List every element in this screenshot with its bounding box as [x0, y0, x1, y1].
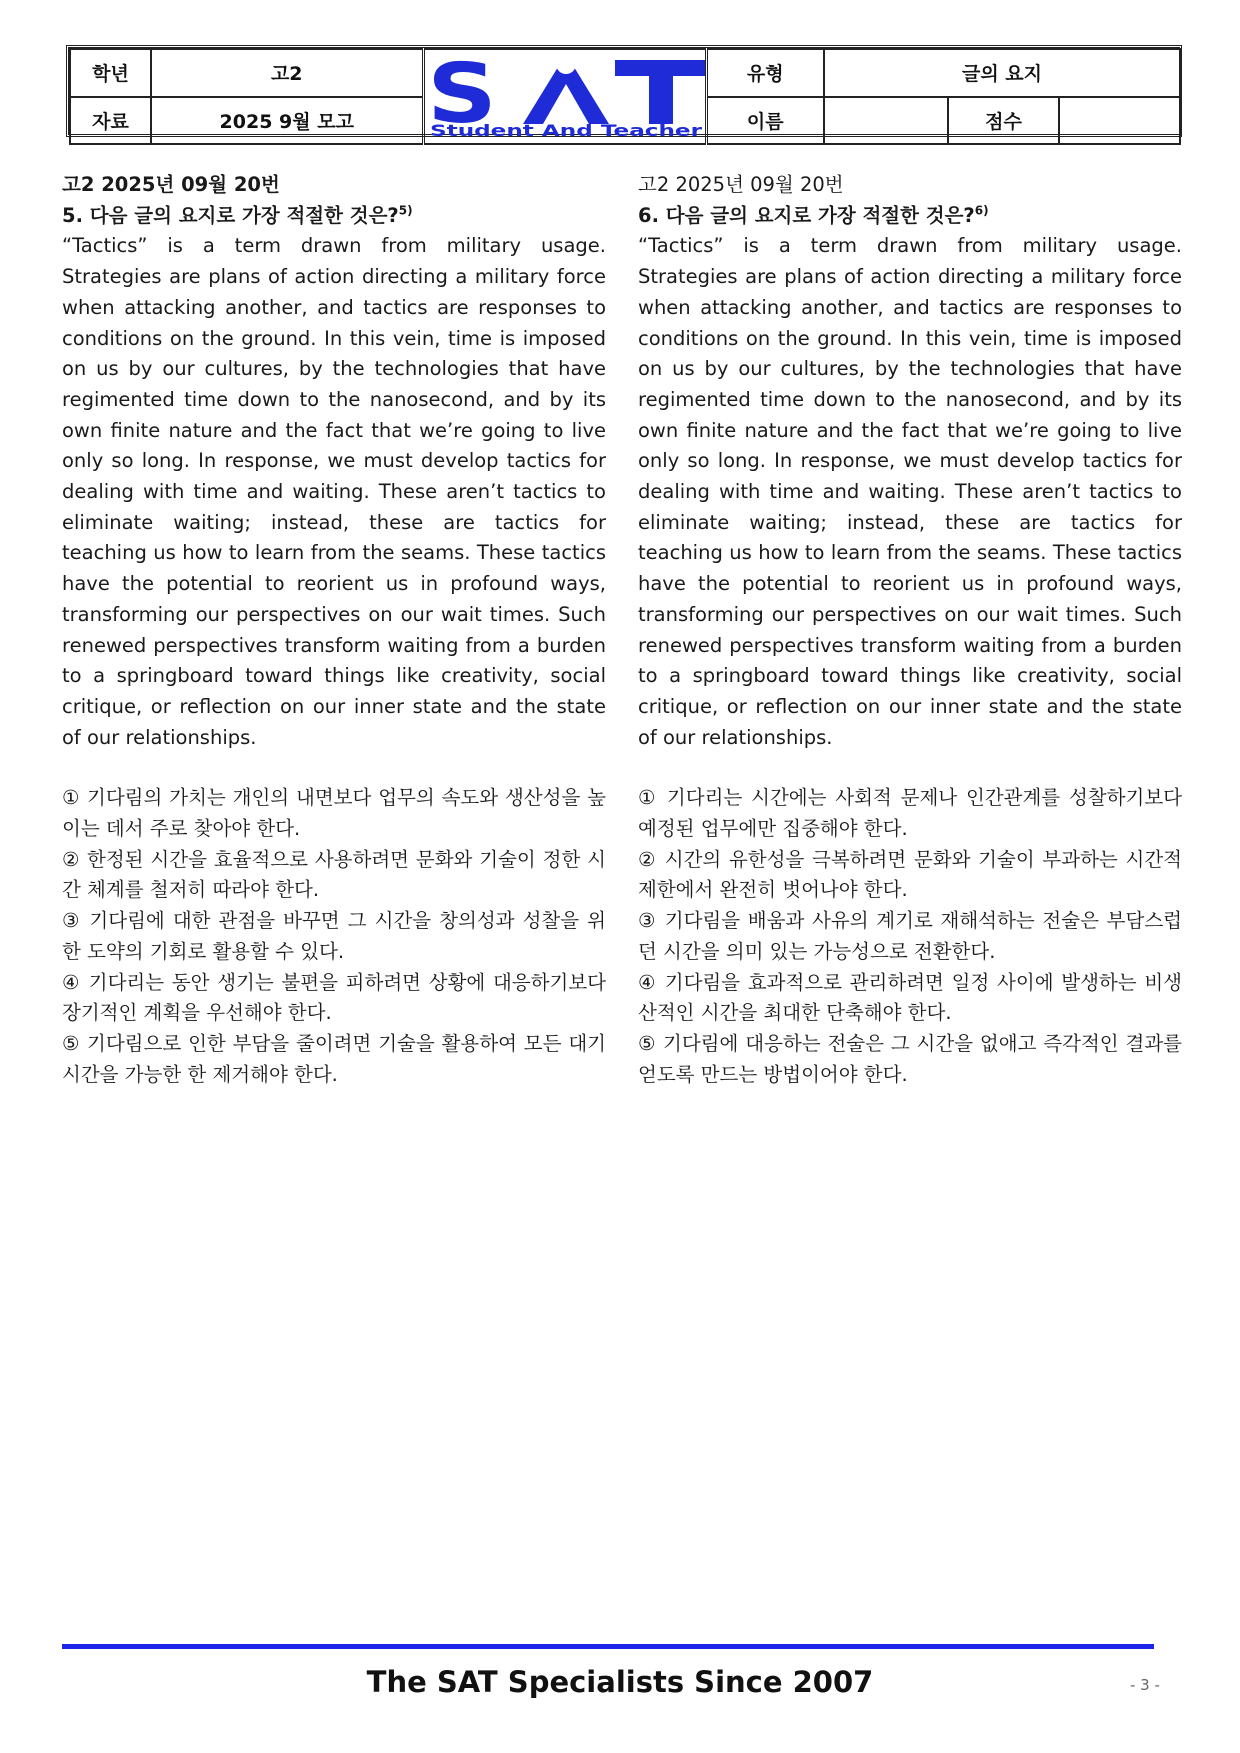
question-5 — [62, 170, 606, 1090]
question-source: 고2 2025년 09월 20번 — [62, 173, 280, 196]
name-field[interactable] — [824, 97, 948, 145]
passage: “Tactics” is a term drawn from military usage. Strategies are plans of action directing a military force when attacking another, and tactics are responses to conditions on the ground. In this vein, time is imposed on us by our cultures, by the technologies that have regimented time down to the nanosecond, and by its own finite nature and the fact that we’re going to live only so long. In response, we must develop tactics for dealing with time and waiting. These aren’t tactics to eliminate waiting; instead, these are tactics for teaching us how to learn from the seams. These tactics have the potential to reorient us in profound ways, transforming our perspectives on our wait times. Such renewed perspectives transform waiting from a burden to a springboard toward things like creativity, social critique, or reflection on our inner state and the state of our relationships. — [62, 234, 606, 749]
choice-4[interactable]: ④ 기다리는 동안 생기는 불편을 피하려면 상황에 대응하기보다 장기적인 계획을 우선해야 한다. — [62, 970, 606, 1025]
logo-subtitle: Student And Teacher — [429, 121, 702, 138]
choice-2[interactable]: ② 한정된 시간을 효율적으로 사용하려면 문화와 기술이 정한 시간 체계를 철저히 따라야 한다. — [62, 847, 606, 902]
footer-rule — [62, 1644, 1154, 1649]
name-label: 이름 — [706, 97, 824, 145]
choice-5[interactable]: ⑤ 기다림에 대응하는 전술은 그 시간을 없애고 즉각적인 결과를 얻도록 만드는 방법이어야 한다. — [638, 1031, 1182, 1086]
logo-dot — [556, 54, 576, 74]
question-source: 고2 2025년 09월 20번 — [638, 173, 844, 196]
footnote-mark: 6) — [974, 203, 989, 218]
sat-logo — [423, 49, 706, 144]
passage: “Tactics” is a term drawn from military usage. Strategies are plans of action directing a military force when attacking another, and tactics are responses to conditions on the ground. In this vein, time is imposed on us by our cultures, by the technologies that have regimented time down to the nanosecond, and by its own finite nature and the fact that we’re going to live only so long. In response, we must develop tactics for dealing with time and waiting. These aren’t tactics to eliminate waiting; instead, these are tactics for teaching us how to learn from the seams. These tactics have the potential to reorient us in profound ways, transforming our perspectives on our wait times. Such renewed perspectives transform waiting from a burden to a springboard toward things like creativity, social critique, or reflection on our inner state and the state of our relationships. — [638, 234, 1182, 749]
page-number: - 3 - — [1130, 1676, 1160, 1694]
score-field[interactable] — [1059, 97, 1180, 145]
question-title-text: 5. 다음 글의 요지로 가장 적절한 것은? — [62, 203, 399, 227]
choice-3[interactable]: ③ 기다림에 대한 관점을 바꾸면 그 시간을 창의성과 성찰을 위한 도약의 기회로 활용할 수 있다. — [62, 909, 606, 963]
choice-4[interactable]: ④ 기다림을 효과적으로 관리하려면 일정 사이에 발생하는 비생산적인 시간을 최대한 단축해야 한다. — [638, 970, 1182, 1025]
choice-5[interactable]: ⑤ 기다림으로 인한 부담을 줄이려면 기술을 활용하여 모든 대기 시간을 가능한 한 제거해야 한다. — [62, 1031, 606, 1086]
type-value: 글의 요지 — [824, 49, 1180, 97]
header-table — [66, 45, 1182, 137]
logo-letter-t-stem — [649, 60, 673, 124]
sat-logo-graphic — [425, 50, 708, 138]
question-title-text: 6. 다음 글의 요지로 가장 적절한 것은? — [638, 203, 975, 227]
source-label: 자료 — [70, 97, 151, 145]
choice-2[interactable]: ② 시간의 유한성을 극복하려면 문화와 기술이 부과하는 시간적 제한에서 완전히 벗어나야 한다. — [638, 847, 1182, 902]
choice-list — [638, 783, 1182, 1090]
grade-value: 고2 — [151, 49, 423, 97]
footnote-mark: 5) — [398, 203, 413, 218]
type-label: 유형 — [706, 49, 824, 97]
question-title — [638, 201, 1182, 232]
source-value: 2025 9월 모고 — [151, 97, 423, 145]
score-label: 점수 — [948, 97, 1059, 145]
choice-list — [62, 783, 606, 1090]
choice-3[interactable]: ③ 기다림을 배움과 사유의 계기로 재해석하는 전술은 부담스럽던 시간을 의미 있는 가능성으로 전환한다. — [638, 909, 1182, 963]
question-title — [62, 201, 606, 232]
footer-slogan: The SAT Specialists Since 2007 — [366, 1665, 874, 1699]
grade-label: 학년 — [70, 49, 151, 97]
choice-1[interactable]: ① 기다림의 가치는 개인의 내면보다 업무의 속도와 생산성을 높이는 데서 주로 찾아야 한다. — [62, 786, 606, 841]
question-6 — [638, 170, 1182, 1090]
choice-1[interactable]: ① 기다리는 시간에는 사회적 문제나 인간관계를 성찰하기보다 예정된 업무에만 집중해야 한다. — [638, 786, 1182, 841]
logo-letter-s: S — [426, 50, 497, 138]
